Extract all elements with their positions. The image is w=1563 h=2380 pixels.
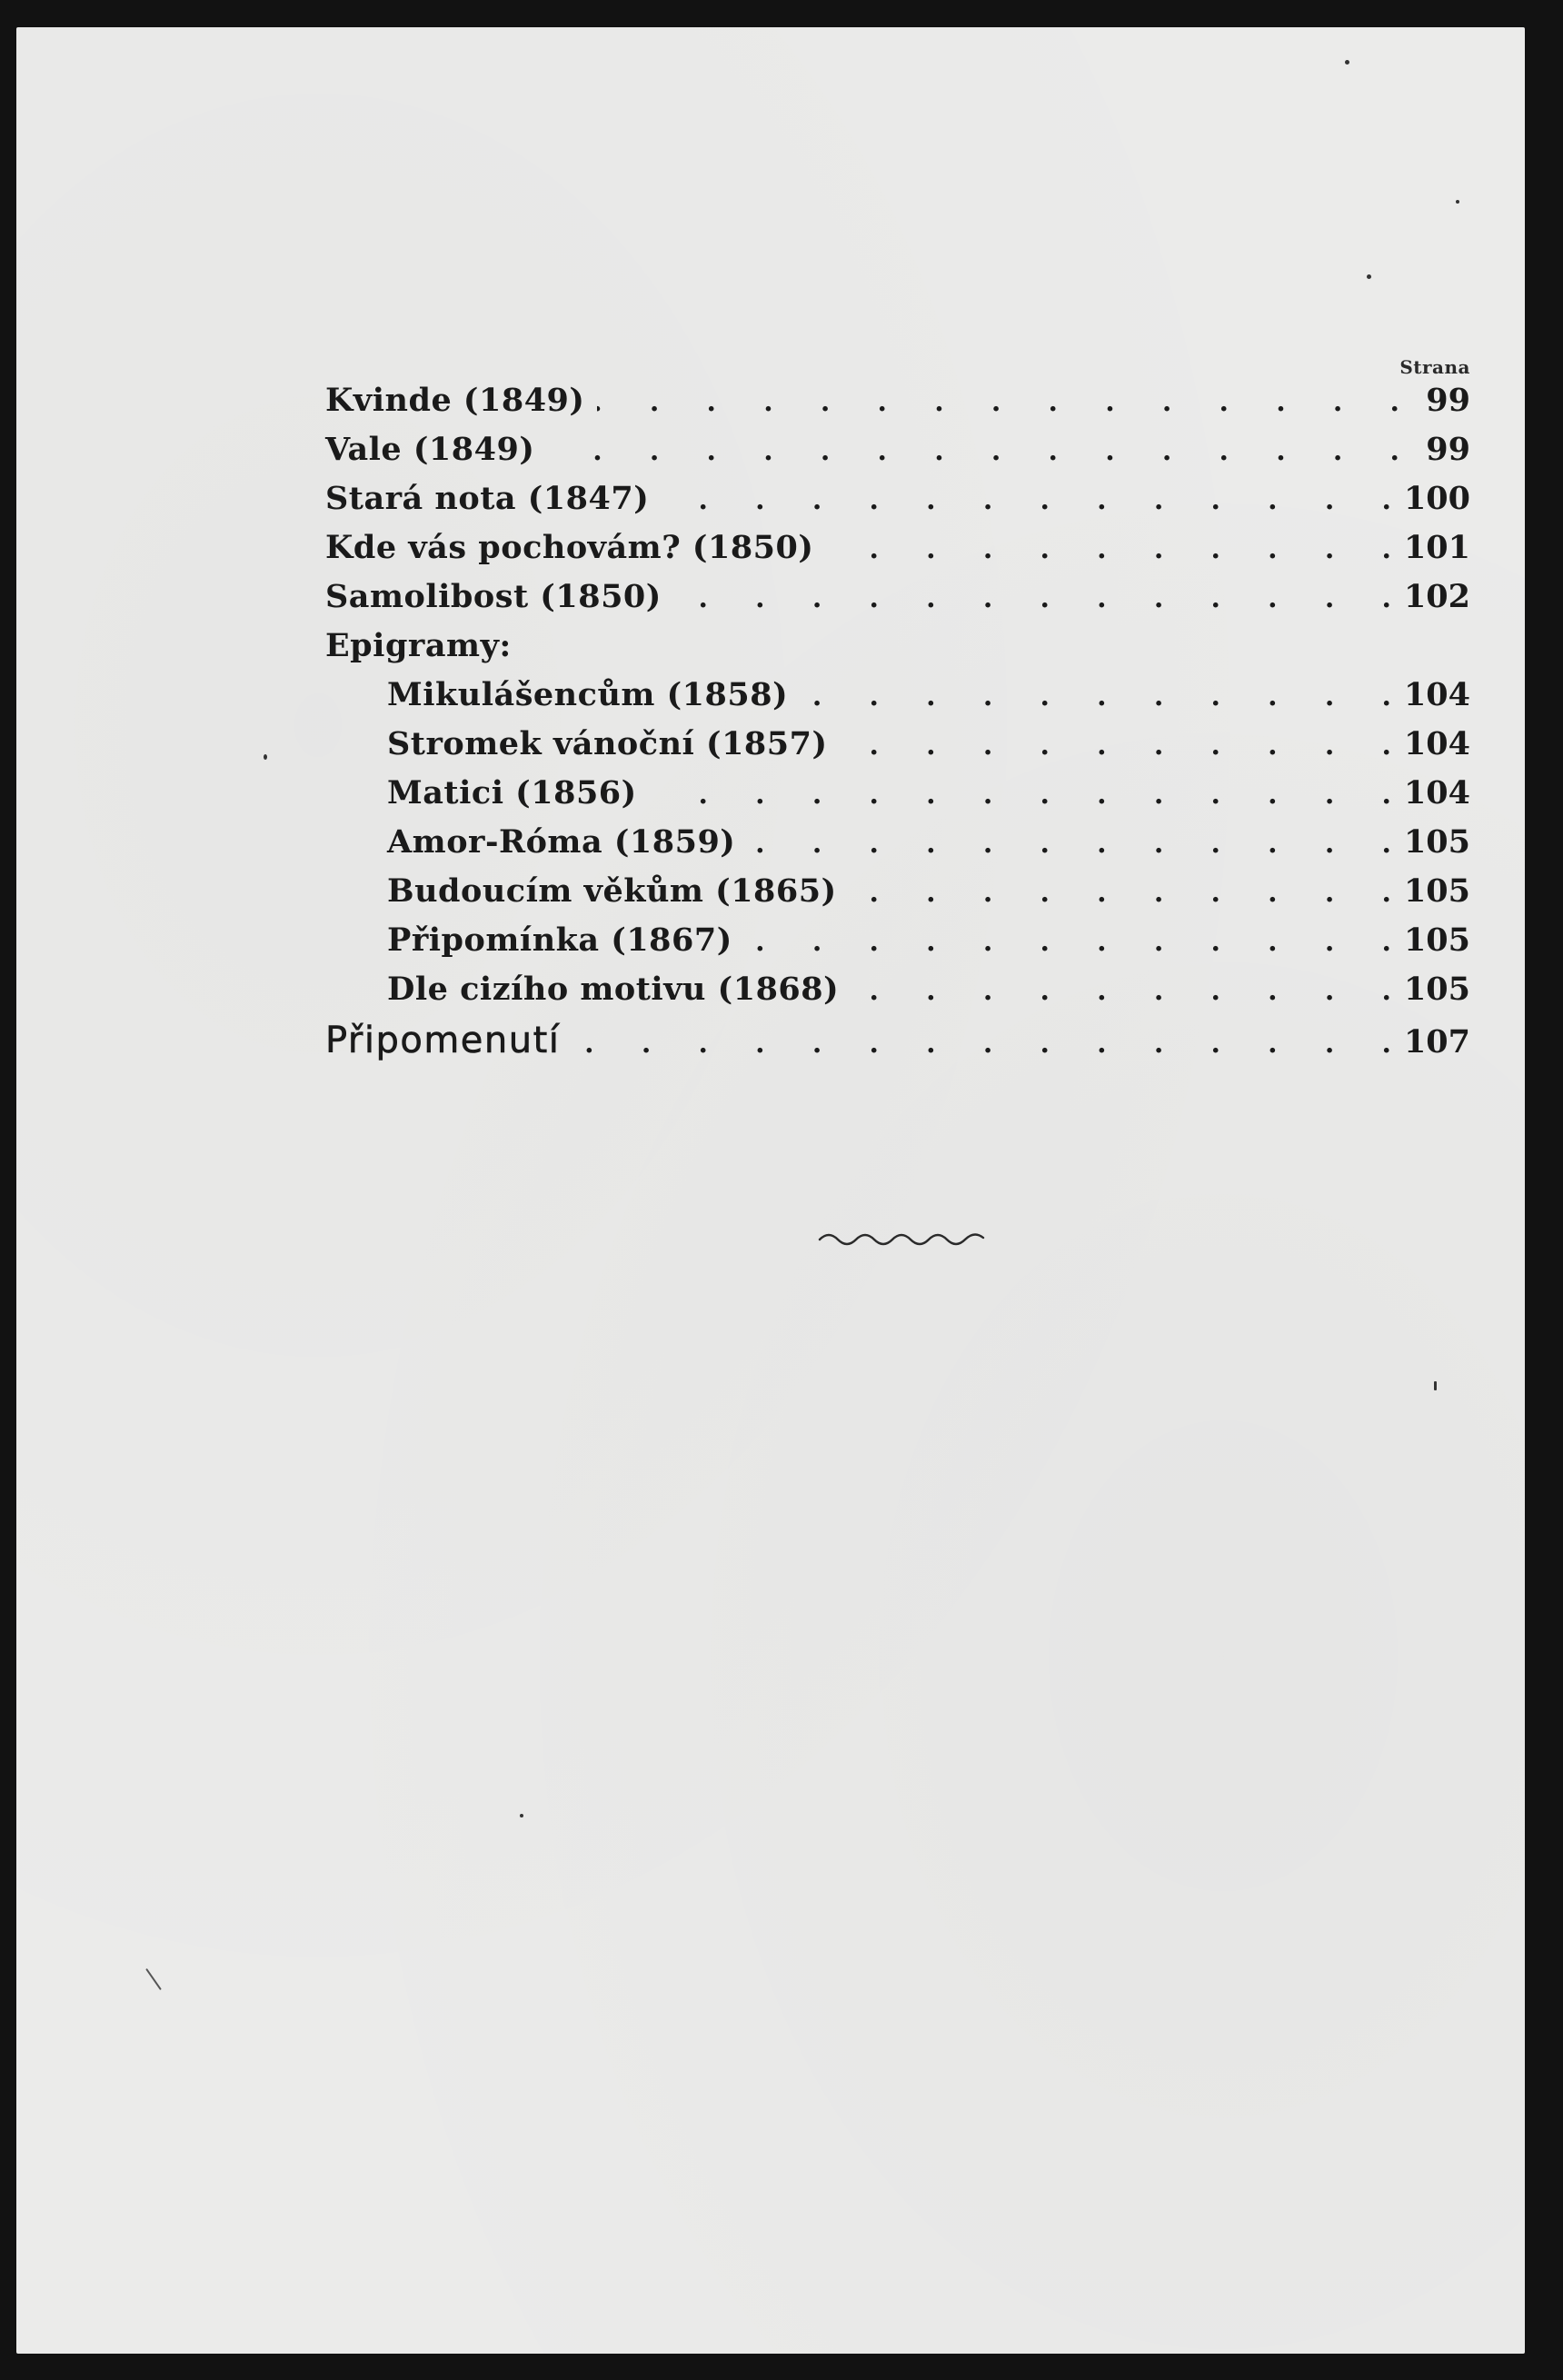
entry-title: Budoucím věkům (1865) <box>387 872 837 910</box>
entry-page-number: 101 <box>1403 529 1470 566</box>
entry-page-number: 104 <box>1403 774 1470 812</box>
scan-speck <box>1434 1381 1437 1390</box>
dot-leader <box>801 681 1391 712</box>
toc-entry <box>325 480 1470 529</box>
entry-title: Stromek vánoční (1857) <box>387 725 828 762</box>
entry-page-number: 105 <box>1403 971 1470 1008</box>
wavy-ornament-divider <box>816 1227 989 1249</box>
toc-entry-appendix <box>325 1020 1470 1069</box>
entry-title: Kde vás pochovám? (1850) <box>325 529 814 566</box>
toc-entry <box>325 578 1470 627</box>
toc-subentry <box>325 971 1470 1020</box>
dot-leader <box>748 828 1391 860</box>
toc-entry <box>325 382 1470 431</box>
entry-page-number: 107 <box>1403 1023 1470 1061</box>
entry-page-number: 105 <box>1403 921 1470 959</box>
entry-title: Mikulášencům (1858) <box>387 676 789 713</box>
entry-title: Dle cizího motivu (1868) <box>387 971 840 1008</box>
entry-title: Samolibost (1850) <box>325 578 662 615</box>
dot-leader <box>662 484 1391 516</box>
entry-page-number: 100 <box>1403 480 1470 517</box>
scan-speck <box>1367 274 1371 279</box>
dot-leader <box>547 435 1399 467</box>
toc-entry <box>325 529 1470 578</box>
entry-page-number: 99 <box>1426 431 1470 468</box>
entry-title: Kvinde (1849) <box>325 382 585 419</box>
book-page <box>16 27 1525 2354</box>
dot-leader <box>572 1028 1391 1060</box>
dot-leader <box>650 779 1391 811</box>
entry-title: Stará nota (1847) <box>325 480 650 517</box>
scan-speck <box>1345 60 1349 65</box>
entry-title: Vale (1849) <box>325 431 535 468</box>
dot-leader <box>841 730 1391 762</box>
dot-leader <box>597 386 1399 418</box>
toc-subentry <box>325 774 1470 823</box>
entry-title: Matici (1856) <box>387 774 637 812</box>
entry-page-number: 104 <box>1403 676 1470 713</box>
dot-leader <box>674 583 1391 614</box>
toc-subentry <box>325 676 1470 725</box>
dot-leader <box>850 877 1391 909</box>
entry-page-number: 105 <box>1403 872 1470 910</box>
dot-leader <box>851 975 1391 1007</box>
dot-leader <box>745 926 1391 958</box>
toc-entry <box>325 431 1470 480</box>
toc-subentry <box>325 921 1470 971</box>
entry-page-number: 99 <box>1426 382 1470 419</box>
entry-title: Připomenutí <box>325 1020 561 1061</box>
entry-page-number: 104 <box>1403 725 1470 762</box>
entry-title: Amor-Róma (1859) <box>387 823 736 861</box>
dot-leader <box>826 533 1390 565</box>
scan-speck <box>1456 200 1459 204</box>
entry-page-number: 102 <box>1403 578 1470 615</box>
entry-page-number: 105 <box>1403 823 1470 861</box>
page-column-header: Strana <box>1399 356 1470 378</box>
toc-subentry <box>325 823 1470 872</box>
scan-speck <box>264 754 267 760</box>
toc-section-heading <box>325 627 1470 676</box>
scan-scratch <box>145 1968 162 1990</box>
entry-title: Připomínka (1867) <box>387 921 732 959</box>
toc-subentry <box>325 725 1470 774</box>
toc-subentry <box>325 872 1470 921</box>
scan-speck <box>520 1814 523 1817</box>
section-title: Epigramy: <box>325 627 512 664</box>
